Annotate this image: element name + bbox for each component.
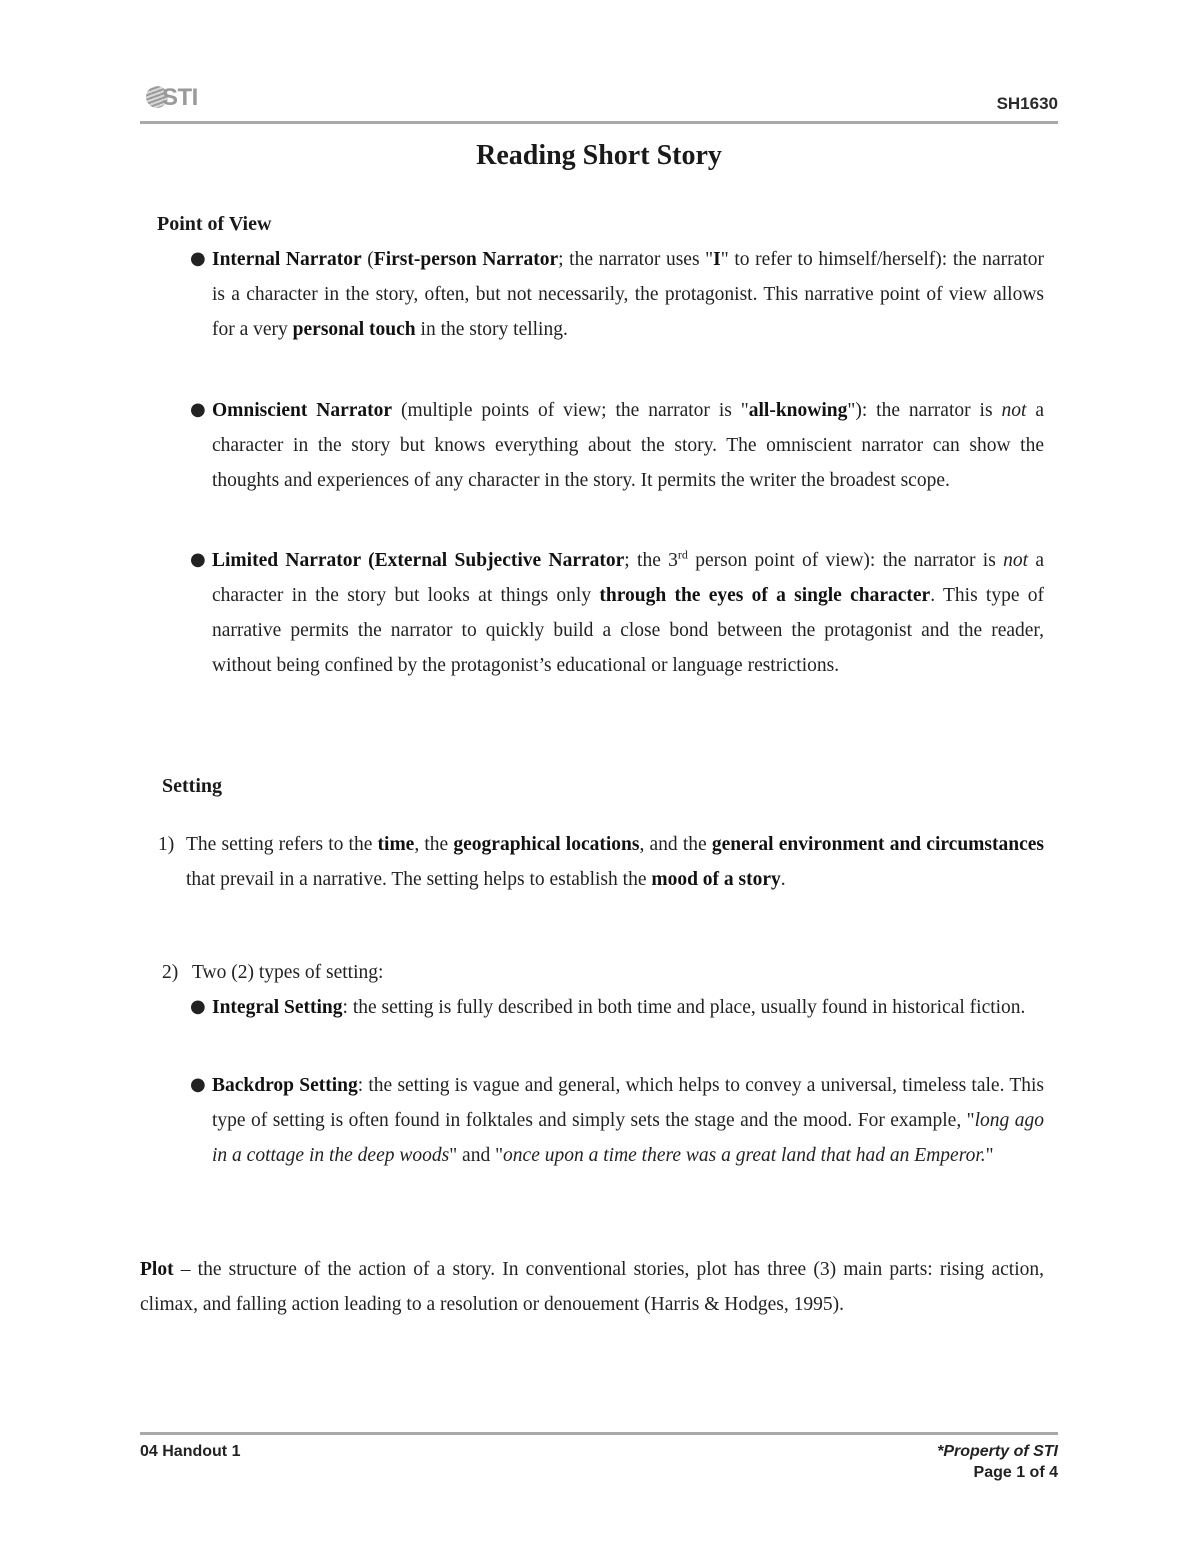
bullet-dot: ● [190, 549, 206, 570]
text: (multiple points of view; the narrator is " [392, 400, 749, 421]
list-item-integral-setting [212, 990, 1044, 1025]
list-item-setting-1 [186, 827, 1044, 897]
list-number-1: 1) [158, 834, 175, 855]
list-item-omniscient-narrator [212, 393, 1044, 498]
list-item-internal-narrator [212, 242, 1044, 347]
term-backdrop-setting: Backdrop Setting [212, 1075, 358, 1096]
section-heading-pov: Point of View [157, 213, 272, 235]
text: in the story telling. [415, 319, 568, 340]
bullet-dot: ● [190, 399, 206, 420]
term-integral-setting: Integral Setting [212, 997, 343, 1018]
bullet-dot: ● [190, 1074, 206, 1095]
document-code: SH1630 [996, 94, 1058, 113]
text: . [780, 869, 786, 890]
text: . This type of narrative permits the narrator to quickly build a close bond between the protagonist and the reader, without being confined by the protagonist’s educational or language restrictions. [212, 585, 1044, 676]
text: " to refer to himself/herself): the narrator is a character in the story, often, but not necessarily, the protagonist. This narrative point of view allows for a very [212, 249, 1044, 340]
text: ; the narrator uses " [558, 249, 714, 270]
emphasis-personal-touch: personal touch [292, 319, 416, 340]
italic-example-1: long ago in a cottage in the deep woods [212, 1110, 1045, 1166]
text: a character in the story but looks at things only [212, 550, 1045, 606]
text: – the structure of the action of a story. In conventional stories, plot has three (3) main parts: rising action, climax, and falling action leading to a resolution or denouement (Harris & Hodges, 1995). [140, 1259, 1044, 1315]
text: "): the narrator is [847, 400, 1002, 421]
term-omniscient-narrator: Omniscient Narrator [212, 400, 393, 421]
italic-not: not [1003, 550, 1029, 571]
list-item-setting-2: Two (2) types of setting: [192, 962, 384, 983]
text: : the setting is fully described in both time and place, usually found in historical fiction. [342, 997, 1026, 1018]
emphasis-mood: mood of a story [651, 869, 781, 890]
emphasis-time: time [377, 834, 415, 855]
property-notice: *Property of STI [937, 1443, 1058, 1460]
italic-not: not [1001, 400, 1027, 421]
handout-label: 04 Handout 1 [140, 1443, 241, 1460]
bullet-dot: ● [190, 248, 206, 269]
page-number: Page 1 of 4 [973, 1464, 1058, 1481]
logo-text: STI [162, 84, 198, 111]
emphasis-all-knowing: all-knowing [748, 400, 848, 421]
term-plot: Plot [140, 1259, 174, 1280]
text: " and " [449, 1145, 504, 1166]
header-divider [140, 121, 1058, 124]
list-item-backdrop-setting [212, 1068, 1044, 1173]
paragraph-plot [140, 1252, 1044, 1322]
footer-divider [140, 1432, 1058, 1435]
emphasis-single-character: through the eyes of a single character [599, 585, 931, 606]
list-item-limited-narrator [212, 543, 1044, 683]
text: that prevail in a narrative. The setting helps to establish the [186, 869, 652, 890]
term-limited-narrator: Limited Narrator (External Subjective Narrator [212, 550, 625, 571]
list-number-2: 2) [162, 962, 179, 983]
text: ( [361, 249, 374, 270]
superscript-rd: rd [677, 547, 688, 562]
italic-example-2: once upon a time there was a great land that had an Emperor. [503, 1145, 986, 1166]
term-i: I [713, 249, 721, 270]
emphasis-environment: general environment and circumstances [711, 834, 1044, 855]
text: , the [414, 834, 454, 855]
emphasis-locations: geographical locations [453, 834, 640, 855]
text: : the setting is vague and general, which helps to convey a universal, timeless tale. This type of setting is often found in folktales and simply sets the stage and the mood. For example, " [212, 1075, 1044, 1131]
page-title: Reading Short Story [476, 140, 722, 171]
text: a character in the story but knows everything about the story. The omniscient narrator can show the thoughts and experiences of any character in the story. It permits the writer the broadest scope. [212, 400, 1045, 491]
term-internal-narrator: Internal Narrator [212, 249, 362, 270]
text: " [985, 1145, 994, 1166]
bullet-dot: ● [190, 996, 206, 1017]
text: , and the [639, 834, 712, 855]
sti-logo [146, 84, 210, 112]
term-first-person: First-person Narrator [373, 249, 559, 270]
text: person point of view): the narrator is [687, 550, 1004, 571]
text: The setting refers to the [186, 834, 378, 855]
text: ; the 3 [624, 550, 678, 571]
section-heading-setting: Setting [162, 775, 222, 797]
